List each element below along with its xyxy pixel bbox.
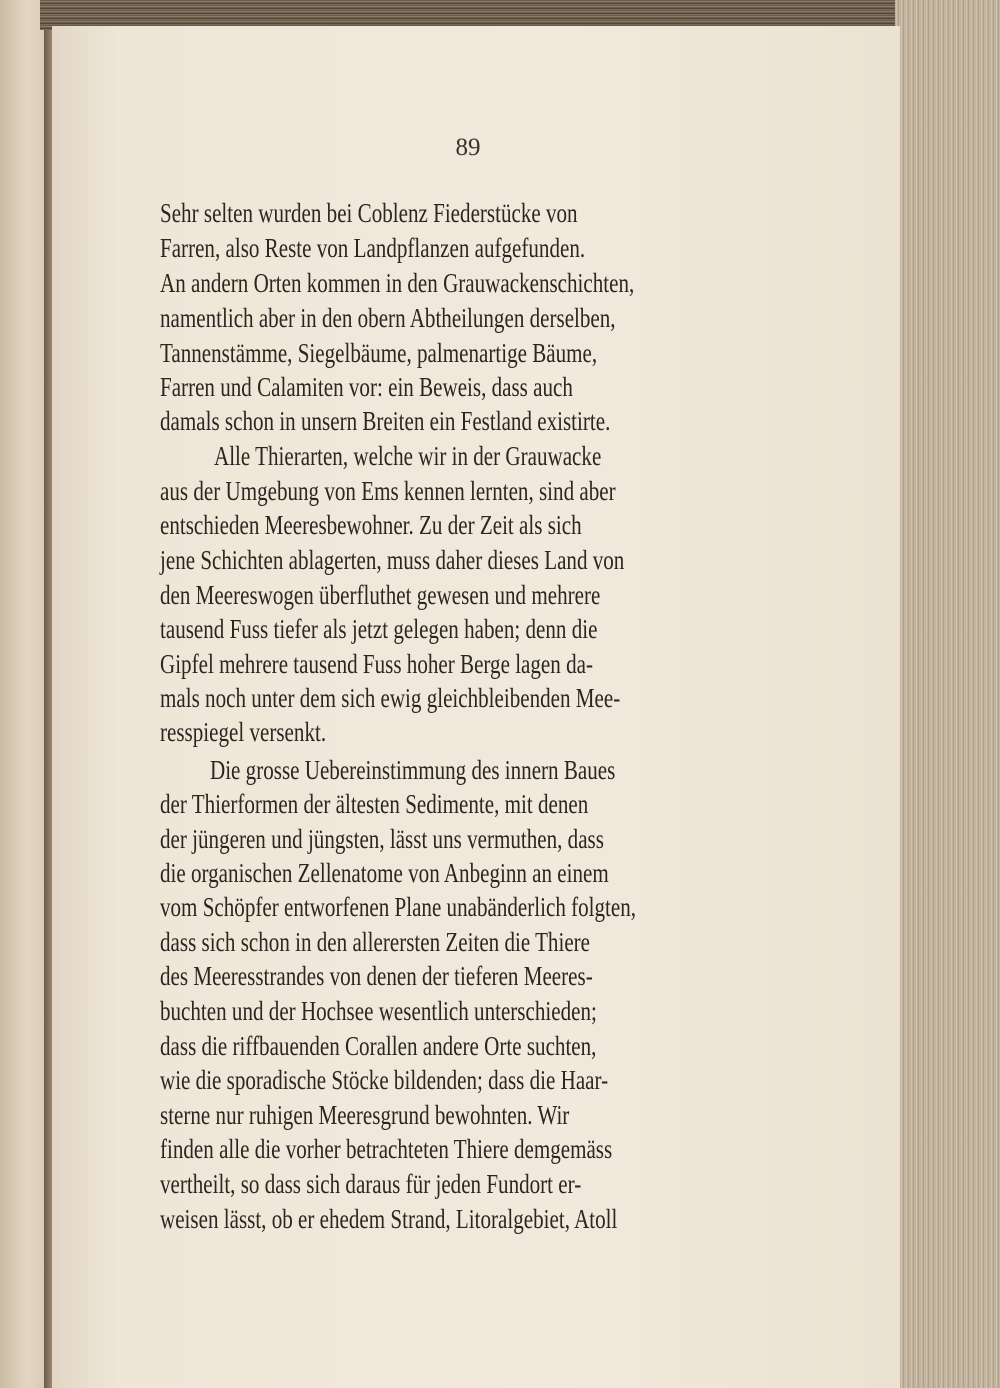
page-stack-side-edge (895, 0, 1000, 1388)
text-line: weisen lässt, ob er ehedem Strand, Litoralgebiet, Atoll (160, 1204, 618, 1234)
text-line: entschieden Meeresbewohner. Zu der Zeit als sich (160, 510, 582, 540)
text-line: Farren, also Reste von Landpflanzen aufgefunden. (160, 233, 586, 263)
text-line: An andern Orten kommen in den Grauwackenschichten, (160, 268, 635, 298)
text-line: der Thierformen der ältesten Sedimente, mit denen (160, 789, 589, 819)
text-line: wie die sporadische Stöcke bildenden; dass die Haar- (160, 1065, 609, 1095)
text-line: Farren und Calamiten vor: ein Beweis, dass auch (160, 372, 573, 402)
text-line: jene Schichten ablagerten, muss daher dieses Land von (160, 545, 625, 575)
facing-page-edge (0, 0, 46, 1388)
text-line: sterne nur ruhigen Meeresgrund bewohnten. Wir (160, 1100, 570, 1130)
page-number: 89 (455, 134, 481, 161)
text-line: der jüngeren und jüngsten, lässt uns vermuthen, dass (160, 824, 604, 854)
text-line: damals schon in unsern Breiten ein Festland existirte. (160, 406, 611, 436)
text-line: vom Schöpfer entworfenen Plane unabänderlich folgten, (160, 892, 637, 922)
text-line: dass sich schon in den allerersten Zeiten die Thiere (160, 927, 591, 957)
text-line: buchten und der Hochsee wesentlich unterschieden; (160, 996, 597, 1026)
text-line: mals noch unter dem sich ewig gleichbleibenden Mee- (160, 683, 621, 713)
text-line: aus der Umgebung von Ems kennen lernten, sind aber (160, 476, 616, 506)
text-line: vertheilt, so dass sich daraus für jeden Fundort er- (160, 1169, 582, 1199)
text-line: Die grosse Uebereinstimmung des innern Baues (210, 755, 616, 785)
text-line: dass die riffbauenden Corallen andere Orte suchten, (160, 1031, 597, 1061)
text-line: die organischen Zellenatome von Anbeginn an einem (160, 858, 609, 888)
text-line: resspiegel versenkt. (160, 717, 327, 747)
text-line: finden alle die vorher betrachteten Thiere demgemäss (160, 1134, 613, 1164)
text-line: Tannenstämme, Siegelbäume, palmenartige Bäume, (160, 338, 598, 368)
text-line: Alle Thierarten, welche wir in der Grauwacke (214, 441, 602, 471)
text-line: den Meereswogen überfluthet gewesen und mehrere (160, 580, 601, 610)
text-line: Gipfel mehrere tausend Fuss hoher Berge lagen da- (160, 649, 593, 679)
text-line: namentlich aber in den obern Abtheilungen derselben, (160, 303, 616, 333)
text-line: tausend Fuss tiefer als jetzt gelegen haben; denn die (160, 614, 598, 644)
text-line: des Meeresstrandes von denen der tieferen Meeres- (160, 961, 593, 991)
text-line: Sehr selten wurden bei Coblenz Fiederstücke von (160, 198, 578, 228)
